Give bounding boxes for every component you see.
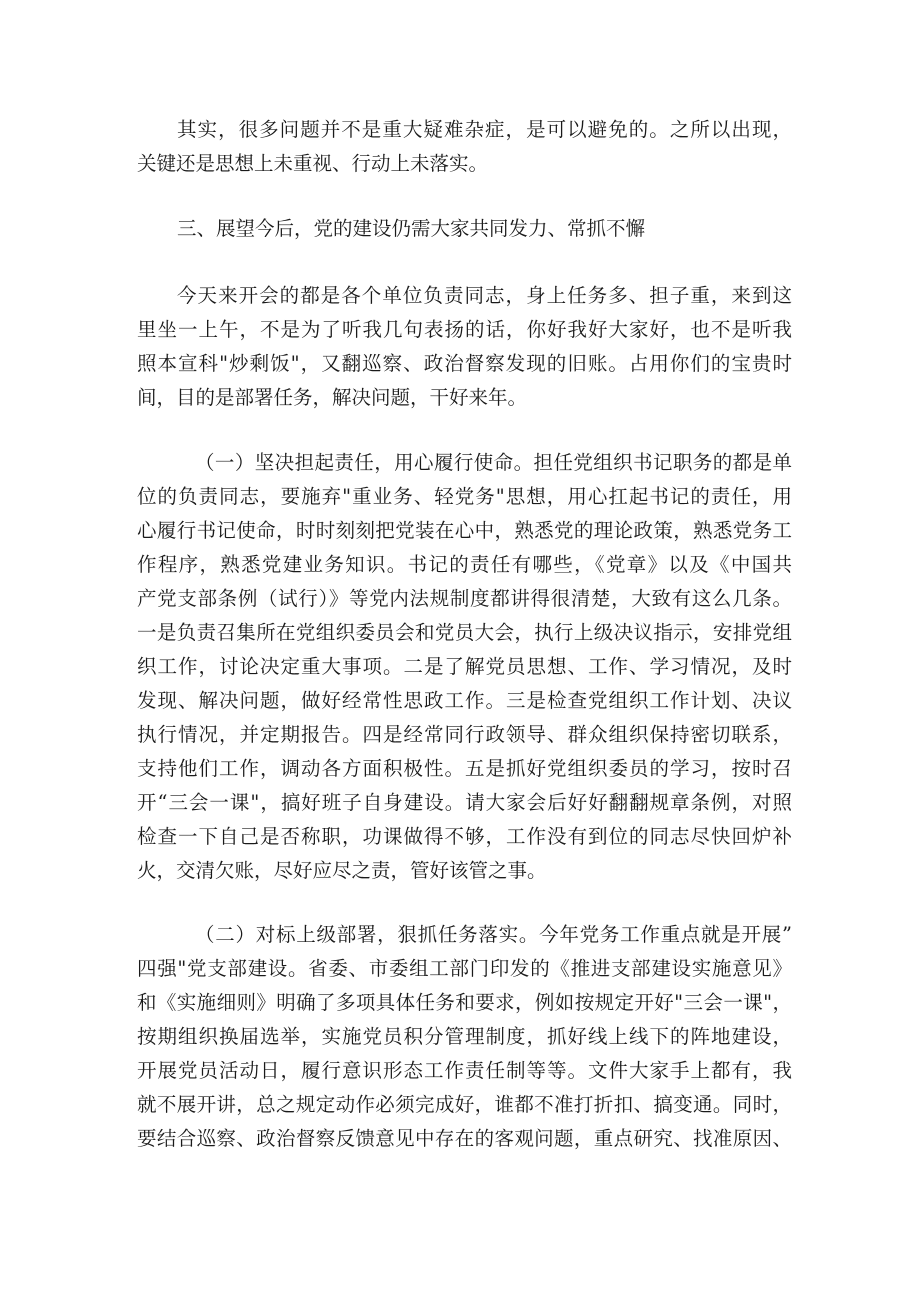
text-line: 一是负责召集所在党组织委员会和党员大会，执行上级决议指示，安排党组 — [137, 621, 792, 644]
paragraph-meeting-purpose — [137, 279, 792, 415]
text-line: 发现、解决问题，做好经常性思政工作。三是检查党组织工作计划、决议 — [137, 689, 792, 712]
text-line: 要结合巡察、政治督察反馈意见中存在的客观问题，重点研究、找准原因、 — [137, 1127, 792, 1150]
text-line: 执行情况，并定期报告。四是经常同行政领导、群众组织保持密切联系， — [137, 723, 792, 746]
text-line: 和《实施细则》明确了多项具体任务和要求，例如按规定开好"三会一课"， — [137, 991, 792, 1014]
text-line: （二）对标上级部署，狠抓任务落实。今年党务工作重点就是开展” — [195, 923, 792, 946]
text-line: 支持他们工作，调动各方面积极性。五是抓好党组织委员的学习，按时召 — [137, 757, 792, 780]
text-line: 火，交清欠账，尽好应尽之责，管好该管之事。 — [137, 859, 547, 882]
text-line: （一）坚决担起责任，用心履行使命。担任党组织书记职务的都是单 — [195, 451, 792, 474]
text-line: 照本宣科"炒剩饭"，又翻巡察、政治督察发现的旧账。占用你们的宝贵时 — [137, 352, 792, 375]
text-line: 里坐一上午，不是为了听我几句表扬的话，你好我好大家好，也不是听我 — [137, 318, 792, 341]
text-line: 关键还是思想上未重视、行动上未落实。 — [137, 152, 489, 175]
text-line: 就不展开讲，总之规定动作必须完成好，谁都不准打折扣、搞变通。同时， — [137, 1093, 792, 1116]
text-line: 检查一下自己是否称职，功课做得不够，工作没有到位的同志尽快回炉补 — [137, 825, 792, 848]
text-line: 开“三会一课"，搞好班子自身建设。请大家会后好好翻翻规章条例，对照 — [137, 791, 792, 814]
text-line: 心履行书记使命，时时刻刻把党装在心中，熟悉党的理论政策，熟悉党务工 — [137, 519, 792, 542]
text-line: 位的负责同志，要施弃"重业务、轻党务"思想，用心扛起书记的责任，用 — [137, 485, 792, 508]
text-line: 织工作，讨论决定重大事项。二是了解党员思想、工作、学习情况，及时 — [137, 655, 792, 678]
text-line: 产党支部条例（试行）》等党内法规制度都讲得很清楚，大致有这么几条。 — [137, 587, 792, 610]
heading-text: 三、展望今后，党的建设仍需大家共同发力、常抓不懈 — [177, 217, 646, 240]
text-line: 按期组织换届选举，实施党员积分管理制度，抓好线上线下的阵地建设， — [137, 1025, 792, 1048]
text-line: 间，目的是部署任务，解决问题，干好来年。 — [137, 386, 528, 409]
text-line: 今天来开会的都是各个单位负责同志，身上任务多、担子重，来到这 — [177, 284, 792, 307]
paragraph-task-implementation — [137, 918, 792, 1156]
text-line: 四强"党支部建设。省委、市委组工部门印发的《推进支部建设实施意见》 — [137, 957, 792, 980]
paragraph-problems-avoidable — [137, 113, 792, 181]
section-heading-three — [137, 212, 792, 246]
text-line: 其实，很多问题并不是重大疑难杂症，是可以避免的。之所以出现， — [177, 118, 792, 141]
text-line: 作程序，熟悉党建业务知识。书记的责任有哪些，《党章》以及《中国共 — [137, 553, 792, 576]
text-line: 开展党员活动日，履行意识形态工作责任制等等。文件大家手上都有，我 — [137, 1059, 792, 1082]
paragraph-responsibility — [137, 446, 792, 888]
